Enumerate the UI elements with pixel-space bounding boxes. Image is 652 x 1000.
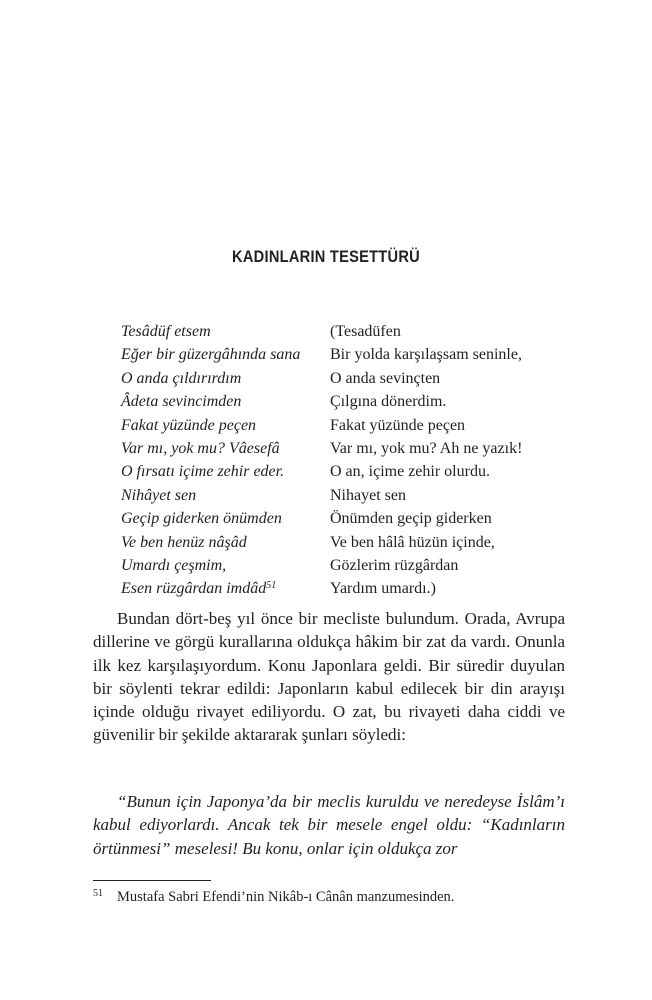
- poem-translation-line: Bir yolda karşılaşsam seninle,: [330, 346, 522, 364]
- poem-row: [121, 320, 522, 343]
- poem-row: [121, 343, 522, 366]
- poem-row: [121, 437, 522, 460]
- footnote-reference[interactable]: 51: [266, 580, 277, 592]
- poem-original-line: O anda çıldırırdım: [121, 369, 242, 387]
- poem-translation-line: O an, içime zehir olurdu.: [330, 463, 490, 481]
- poem-translation-line: Ve ben hâlâ hüzün içinde,: [330, 533, 495, 551]
- poem-translation-line: Var mı, yok mu? Ah ne yazık!: [330, 440, 523, 458]
- footnote: 51 Mustafa Sabri Efendi’nin Nikâb-ı Cânân manzumesinden.: [93, 888, 455, 905]
- poem-translation-line: (Tesadüfen: [330, 323, 401, 340]
- poem-original-line: Tesâdüf etsem: [121, 323, 211, 340]
- poem-row: [121, 507, 522, 530]
- poem-row: [121, 390, 522, 413]
- poem-translation-line: Fakat yüzünde peçen: [330, 416, 466, 434]
- poem-row: [121, 577, 522, 600]
- poem-original-line: Umardı çeşmim,: [121, 557, 227, 575]
- poem-translation-line: Yardım umardı.): [330, 580, 436, 598]
- chapter-title: KADINLARIN TESETTÜRÜ: [232, 247, 420, 266]
- poem-translation-line: O anda sevinçten: [330, 369, 441, 387]
- body-paragraph: [93, 607, 565, 747]
- poem-row: [121, 554, 522, 577]
- poem-original-line: Fakat yüzünde peçen: [121, 416, 257, 434]
- poem-translation-line: Önümden geçip giderken: [330, 510, 492, 528]
- poem-original-line: Var mı, yok mu? Vâesefâ: [121, 440, 280, 458]
- paragraph-text: “Bunun için Japonya’da bir meclis kuruldu ve neredeyse İslâm’ı kabul ediyorlardı. Ancak tek bir mesele engel oldu: “Kadınların örtünmesi” meselesi! Bu konu, onlar için oldukça zor: [93, 792, 565, 858]
- poem-translation-line: Çılgına dönerdim.: [330, 393, 447, 411]
- poem: [121, 320, 522, 601]
- quote-paragraph: [93, 790, 565, 860]
- poem-row: [121, 414, 522, 437]
- poem-original-line: Nihâyet sen: [121, 486, 197, 504]
- footnote-divider: [93, 880, 211, 881]
- poem-translation-line: Nihayet sen: [330, 486, 406, 504]
- poem-row: [121, 531, 522, 554]
- poem-original-line: Eğer bir güzergâhında sana: [121, 346, 301, 364]
- poem-original-text: Esen rüzgârdan imdâd: [121, 580, 267, 598]
- footnote-text: Mustafa Sabri Efendi’nin Nikâb-ı Cânân manzumesinden.: [117, 889, 455, 905]
- paragraph-text: Bundan dört-beş yıl önce bir mecliste bulundum. Orada, Avrupa dillerine ve görgü kurallarına oldukça hâkim bir zat da vardı. Onunla ilk kez karşılaşıyordum. Konu Japonlara geldi. Bir süredir duyulan bir söylenti tekrar edildi: Japonların kabul edilecek bir din arayışı içinde olduğu rivayet ediliyordu. O zat, bu rivayeti daha ciddi ve güvenilir bir şekilde aktararak şunları söyledi:: [93, 609, 565, 745]
- poem-original-line: O fırsatı içime zehir eder.: [121, 463, 285, 481]
- poem-row: [121, 460, 522, 483]
- poem-original-line: Ve ben henüz nâşâd: [121, 533, 247, 551]
- poem-original-line: Âdeta sevincimden: [121, 393, 242, 411]
- poem-row: [121, 484, 522, 507]
- poem-original-line: Geçip giderken önümden: [121, 510, 282, 528]
- poem-original-line: [121, 577, 330, 600]
- poem-row: [121, 367, 522, 390]
- poem-translation-line: Gözlerim rüzgârdan: [330, 557, 459, 575]
